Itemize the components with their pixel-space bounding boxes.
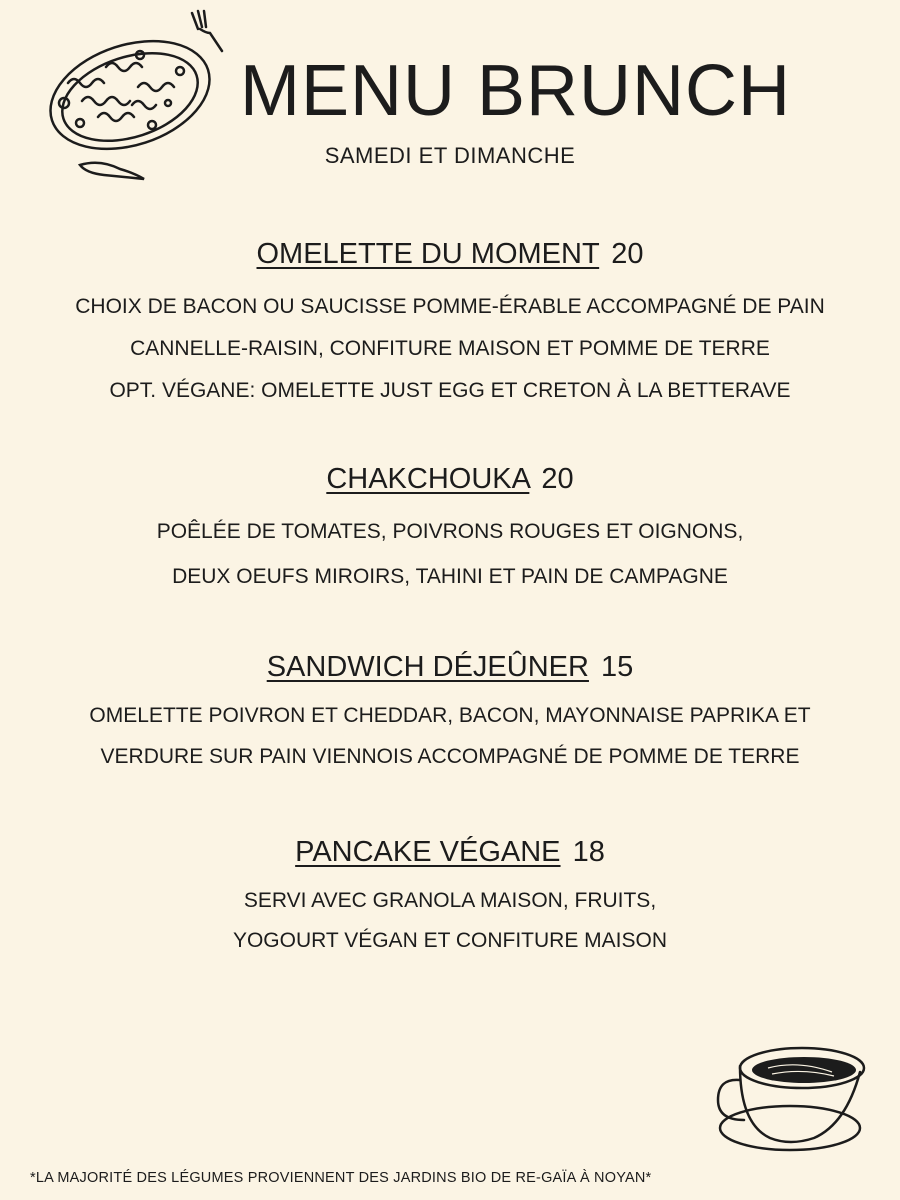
menu-item-sandwich — [0, 651, 900, 769]
menu-item-chakchouka — [0, 463, 900, 589]
item-description-line: SERVI AVEC GRANOLA MAISON, FRUITS, — [243, 889, 657, 912]
item-price: 20 — [541, 463, 574, 495]
item-name: PANCAKE VÉGANE — [295, 836, 561, 868]
item-price: 20 — [611, 238, 644, 270]
item-description-line: CANNELLE-RAISIN, CONFITURE MAISON ET POMME DE TERRE — [130, 337, 770, 360]
item-description-line: OMELETTE POIVRON ET CHEDDAR, BACON, MAYONNAISE PAPRIKA ET — [89, 704, 811, 727]
footnote: *LA MAJORITÉ DES LÉGUMES PROVIENNENT DES JARDINS BIO DE RE-GAÏA À NOYAN* — [30, 1170, 652, 1186]
page-title: MENU BRUNCH — [240, 51, 791, 131]
item-description-line: CHOIX DE BACON OU SAUCISSE POMME-ÉRABLE ACCOMPAGNÉ DE PAIN — [75, 295, 825, 318]
item-description-line: DEUX OEUFS MIROIRS, TAHINI ET PAIN DE CAMPAGNE — [172, 565, 728, 588]
item-name: OMELETTE DU MOMENT — [256, 238, 600, 270]
menu-item-pancake — [0, 836, 900, 953]
coffee-cup-icon — [712, 1040, 872, 1160]
menu-item-omelette — [0, 238, 900, 403]
item-description-line: VERDURE SUR PAIN VIENNOIS ACCOMPAGNÉ DE POMME DE TERRE — [100, 745, 800, 768]
item-description-line: POÊLÉE DE TOMATES, POIVRONS ROUGES ET OIGNONS, — [156, 520, 744, 543]
page-subtitle: SAMEDI ET DIMANCHE — [324, 143, 576, 168]
item-price: 18 — [572, 836, 605, 868]
item-name: CHAKCHOUKA — [326, 463, 530, 495]
item-description-line: YOGOURT VÉGAN ET CONFITURE MAISON — [232, 929, 668, 952]
item-name: SANDWICH DÉJEÛNER — [266, 651, 589, 683]
item-description-line: OPT. VÉGANE: OMELETTE JUST EGG ET CRETON À LA BETTERAVE — [109, 379, 791, 402]
item-price: 15 — [601, 651, 634, 683]
